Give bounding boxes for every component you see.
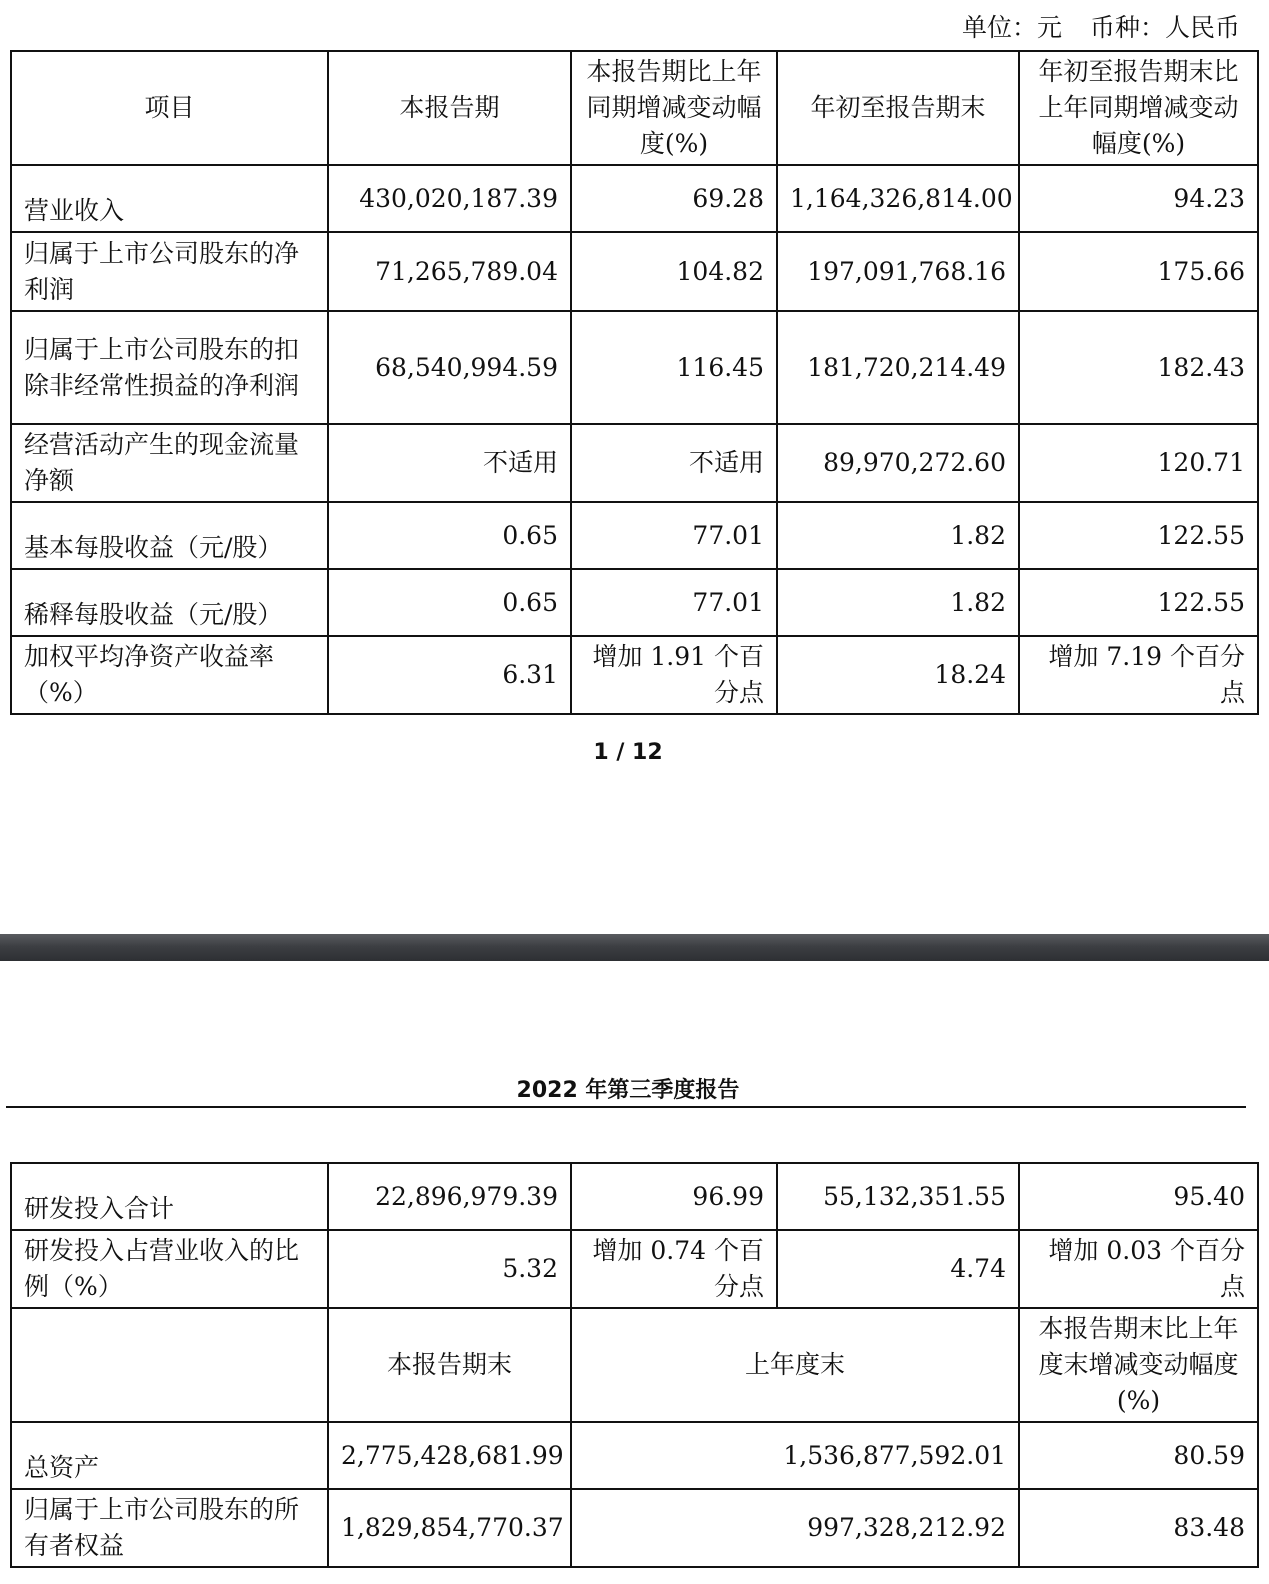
cell-ytd-change: 120.71	[1019, 424, 1258, 502]
cell-current-change: 不适用	[571, 424, 777, 502]
row-label: 归属于上市公司股东的净利润	[11, 232, 328, 311]
cell-ytd-change: 增加 7.19 个百分点	[1019, 636, 1258, 714]
cell-ytd: 1.82	[777, 569, 1019, 636]
cell-current-change: 77.01	[571, 569, 777, 636]
header-rule	[6, 1106, 1246, 1108]
table-row	[11, 1422, 1258, 1489]
table-row	[11, 1163, 1258, 1230]
cell-period-end: 1,829,854,770.37	[328, 1489, 571, 1567]
header-current-change: 本报告期比上年同期增减变动幅度(%)	[571, 51, 777, 165]
row-label: 加权平均净资产收益率（%）	[11, 636, 328, 714]
cell-ytd-change: 182.43	[1019, 311, 1258, 424]
table-row	[11, 311, 1258, 424]
cell-current: 6.31	[328, 636, 571, 714]
header-prev-year-end: 上年度末	[571, 1308, 1019, 1422]
header-current-period: 本报告期	[328, 51, 571, 165]
header-ytd-change: 年初至报告期末比上年同期增减变动幅度(%)	[1019, 51, 1258, 165]
cell-ytd: 1,164,326,814.00	[777, 165, 1019, 232]
cell-current: 不适用	[328, 424, 571, 502]
header-change-vs-prev-year-end: 本报告期末比上年度末增减变动幅度(%)	[1019, 1308, 1258, 1422]
cell-ytd-change: 增加 0.03 个百分点	[1019, 1230, 1258, 1308]
cell-change: 80.59	[1019, 1422, 1258, 1489]
cell-ytd-change: 175.66	[1019, 232, 1258, 311]
cell-current: 0.65	[328, 569, 571, 636]
cell-current-change: 69.28	[571, 165, 777, 232]
cell-change: 83.48	[1019, 1489, 1258, 1567]
row-label: 稀释每股收益（元/股）	[11, 569, 328, 636]
currency-label: 币种：人民币	[1089, 13, 1240, 42]
cell-period-end: 2,775,428,681.99	[328, 1422, 571, 1489]
cell-current: 22,896,979.39	[328, 1163, 571, 1230]
cell-ytd-change: 94.23	[1019, 165, 1258, 232]
table-row	[11, 424, 1258, 502]
cell-ytd: 181,720,214.49	[777, 311, 1019, 424]
cell-current-change: 96.99	[571, 1163, 777, 1230]
cell-current-change: 77.01	[571, 502, 777, 569]
cell-prev-year-end: 997,328,212.92	[571, 1489, 1019, 1567]
row-label: 归属于上市公司股东的所有者权益	[11, 1489, 328, 1567]
cell-ytd: 18.24	[777, 636, 1019, 714]
cell-ytd: 197,091,768.16	[777, 232, 1019, 311]
cell-ytd: 1.82	[777, 502, 1019, 569]
table-header-row	[11, 1308, 1258, 1422]
cell-ytd: 55,132,351.55	[777, 1163, 1019, 1230]
cell-prev-year-end: 1,536,877,592.01	[571, 1422, 1019, 1489]
table-row	[11, 1489, 1258, 1567]
cell-current-change: 增加 0.74 个百分点	[571, 1230, 777, 1308]
row-label: 研发投入占营业收入的比例（%）	[11, 1230, 328, 1308]
financial-table-main	[10, 50, 1259, 715]
table-row	[11, 1230, 1258, 1308]
cell-current-change: 104.82	[571, 232, 777, 311]
cell-ytd: 89,970,272.60	[777, 424, 1019, 502]
table-row	[11, 232, 1258, 311]
table-row	[11, 502, 1258, 569]
cell-ytd-change: 122.55	[1019, 502, 1258, 569]
unit-line	[0, 8, 1240, 48]
report-title: 2022 年第三季度报告	[516, 1078, 740, 1103]
table-header-row	[11, 51, 1258, 165]
financial-table-continued	[10, 1162, 1259, 1568]
cell-current: 430,020,187.39	[328, 165, 571, 232]
table-row	[11, 569, 1258, 636]
row-label: 研发投入合计	[11, 1163, 328, 1230]
row-label: 总资产	[11, 1422, 328, 1489]
table-row	[11, 636, 1258, 714]
cell-ytd-change: 95.40	[1019, 1163, 1258, 1230]
table-row	[11, 165, 1258, 232]
row-label: 经营活动产生的现金流量净额	[11, 424, 328, 502]
page-separator	[0, 934, 1269, 961]
cell-current: 5.32	[328, 1230, 571, 1308]
row-label: 归属于上市公司股东的扣除非经常性损益的净利润	[11, 311, 328, 424]
cell-current: 68,540,994.59	[328, 311, 571, 424]
header-blank	[11, 1308, 328, 1422]
row-label: 基本每股收益（元/股）	[11, 502, 328, 569]
row-label: 营业收入	[11, 165, 328, 232]
header-period-end: 本报告期末	[328, 1308, 571, 1422]
cell-current: 71,265,789.04	[328, 232, 571, 311]
cell-ytd: 4.74	[777, 1230, 1019, 1308]
page-number: 1 / 12	[593, 740, 663, 765]
cell-current: 0.65	[328, 502, 571, 569]
cell-current-change: 增加 1.91 个百分点	[571, 636, 777, 714]
header-ytd: 年初至报告期末	[777, 51, 1019, 165]
cell-current-change: 116.45	[571, 311, 777, 424]
header-item: 项目	[11, 51, 328, 165]
unit-label: 单位：元	[961, 13, 1062, 42]
cell-ytd-change: 122.55	[1019, 569, 1258, 636]
